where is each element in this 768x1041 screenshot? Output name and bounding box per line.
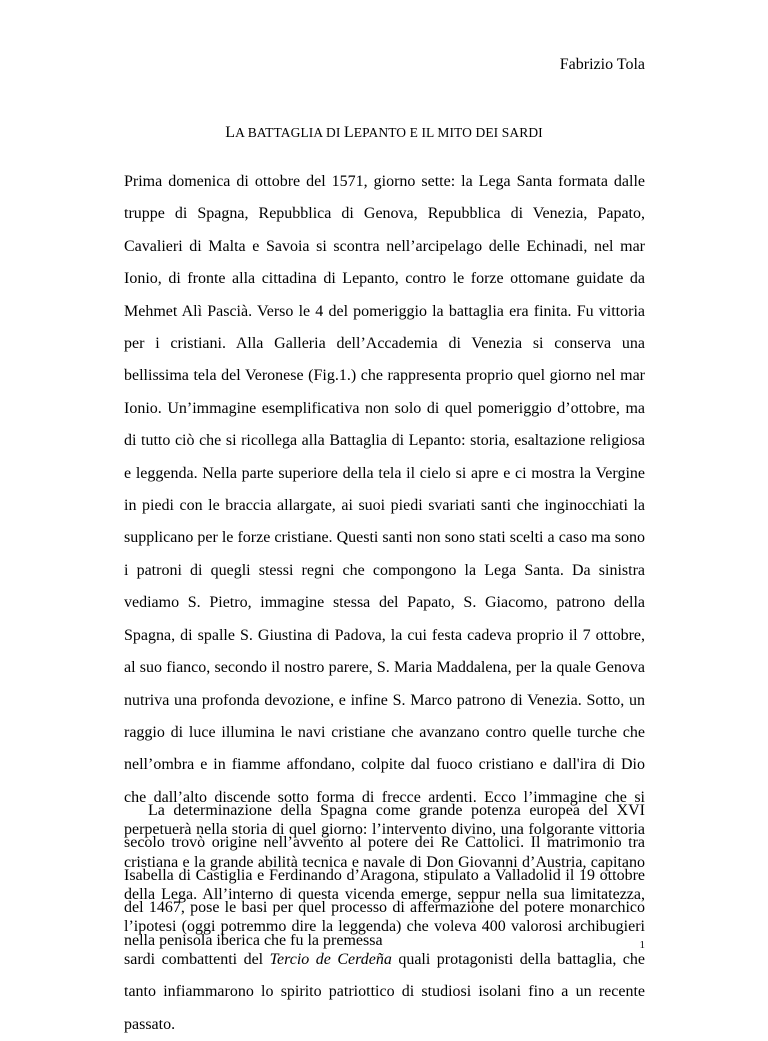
title-text-1: A BATTAGLIA DI — [235, 125, 344, 140]
paragraph-2: La determinazione della Spagna come grande potenza europea del XVI secolo trovò origine nell’avvento al potere dei Re Cattolici. Il matrimonio tra Isabella di Castiglia e Ferdinando d’Aragona, stipulato a Valladolid il 19 ottobre del 1467, pose le basi per quel processo di affermazione del potere monarchico nella penisola iberica che fu la premessa — [124, 802, 645, 949]
paragraph-1-text-b: quali protagonisti della battaglia, che tanto infiammarono lo spirito patriottico di studiosi isolani fino a un recente passato. — [124, 950, 646, 1033]
paragraph-1-italic: Tercio de Cerdeña — [269, 950, 392, 968]
author-name: Fabrizio Tola — [559, 56, 645, 73]
document-title — [0, 124, 768, 142]
title-text-2: EPANTO E IL MITO DEI SARDI — [353, 125, 543, 140]
paragraph-1-text-a: Prima domenica di ottobre del 1571, giorno sette: la Lega Santa formata dalle truppe di Spagna, Repubblica di Genova, Repubblica di Venezia, Papato, Cavalieri di Malta e Savoia si scontra nell’arcipelago delle Echinadi, nel mar Ionio, di fronte alla cittadina di Lepanto, contro le forze ottomane guidate da Mehmet Alì Pascià. Verso le 4 del pomeriggio la battaglia era finita. Fu vittoria per i cristiani. Alla Galleria dell’Accademia di Venezia si conserva una bellissima tela del Veronese (Fig.1.) che rappresenta proprio quel giorno nel mar Ionio. Un’immagine esemplificativa non solo di quel pomeriggio d’ottobre, ma di tutto ciò che si ricollega alla Battaglia di Lepanto: storia, esaltazione religiosa e leggenda. Nella parte superiore della tela il cielo si apre e ci mostra la Vergine in piedi con le braccia allargate, ai suoi piedi svariati santi che inginocchiati la supplicano per le forze cristiane. Questi santi non sono stati scelti a caso ma sono i patroni di quegli stessi regni che compongono la Lega Santa. Da sinistra vediamo S. Pietro, immagine stessa del Papato, S. Giacomo, patrono della Spagna, di spalle S. Giustina di Padova, la cui festa cadeva proprio il 7 ottobre, al suo fianco, secondo il nostro parere, S. Maria Maddalena, per la quale Genova nutriva una profonda devozione, e infine S. Marco patrono di Venezia. Sotto, un raggio di luce illumina le navi cristiane che avanzano contro quelle turche che nell’ombra e in fiamme affondano, colpite dal fuoco cristiano e dall'ira di Dio che dall’alto discende sotto forma di frecce ardenti. Ecco l’immagine che si perpetuerà nella storia di quel giorno: l’intervento divino, una folgorante vittoria cristiana e la grande abilità tecnica e navale di Don Giovanni d’Austria, capitano della Lega. All’interno di questa vicenda emerge, seppur nella sua limitatezza, l’ipotesi (oggi potremmo dire la leggenda) che voleva 400 valorosi archibugieri sardi combattenti del — [124, 173, 645, 968]
title-initial-l: L — [225, 124, 236, 141]
page-number: 1 — [639, 939, 645, 951]
title-initial-l-2: L — [343, 124, 354, 141]
